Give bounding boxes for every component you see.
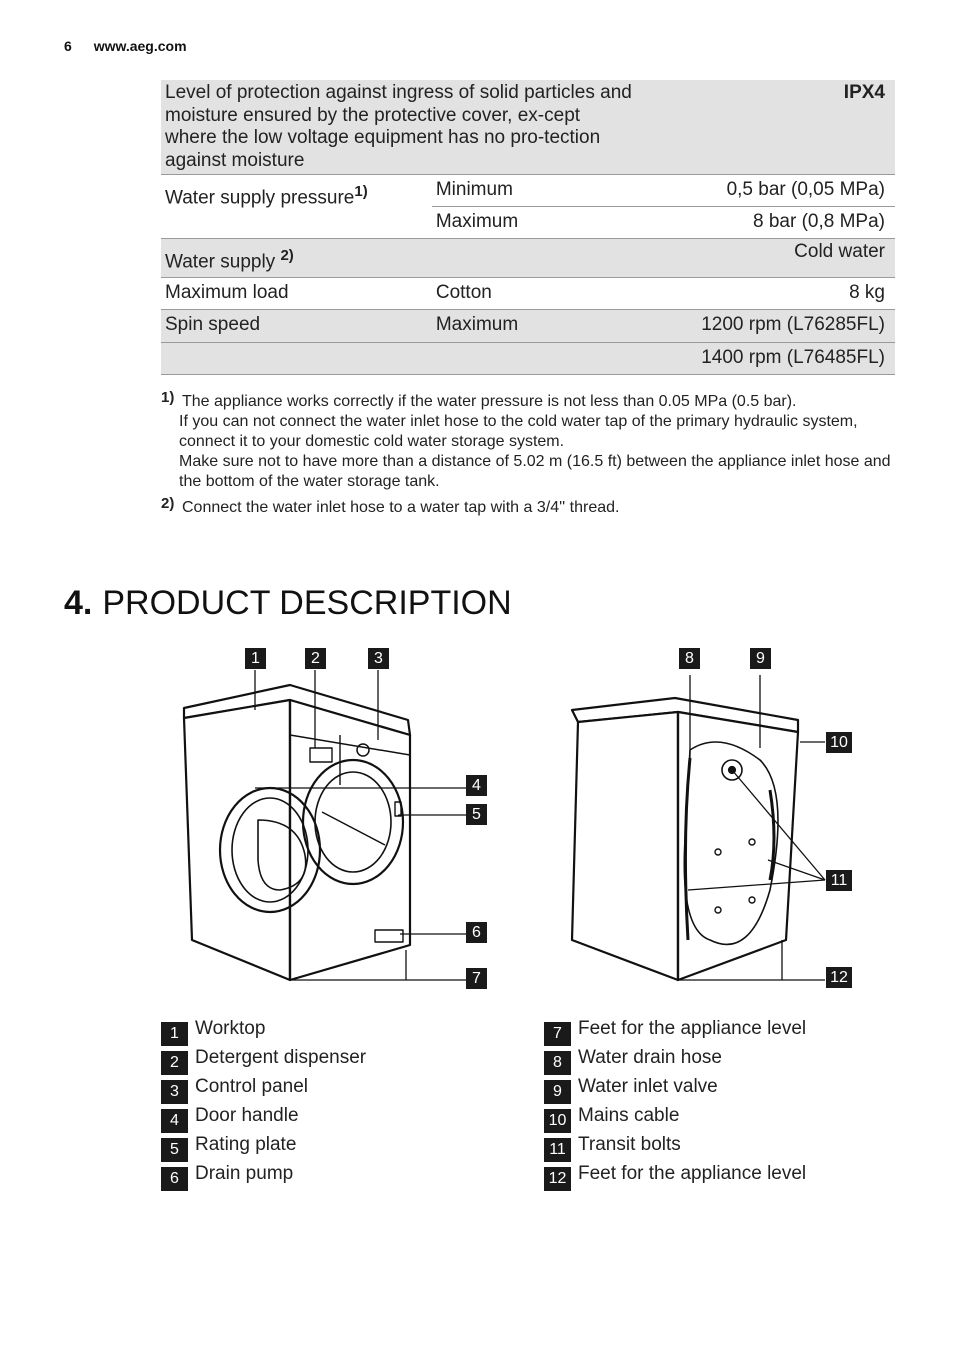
figure-tag: 7 [466,968,487,989]
section-title: PRODUCT DESCRIPTION [102,584,512,622]
legend-number: 5 [161,1138,188,1162]
figure-tag: 1 [245,648,266,669]
pressure-label: Water supply pressure [165,187,355,209]
figure-tag: 2 [305,648,326,669]
supply-label: Water supply [165,251,276,273]
legend-label: Water inlet valve [578,1076,718,1097]
footnote-number: 1) [161,389,175,406]
footnote-ref: 2) [280,247,294,264]
figure-tag: 3 [368,648,389,669]
section-heading [64,584,512,623]
legend-number: 8 [544,1051,571,1075]
footnote-ref: 1) [354,183,368,200]
load-value: 8 kg [635,277,895,310]
footnote-1 [161,389,899,492]
figure-tag: 8 [679,648,700,669]
legend-number: 1 [161,1022,188,1046]
legend-label: Worktop [195,1018,266,1039]
section-number: 4. [64,584,93,622]
spec-table [161,80,895,375]
supply-value: Cold water [635,239,895,278]
figure-tag: 12 [826,967,852,988]
legend-label: Drain pump [195,1163,294,1184]
legend-number: 4 [161,1109,188,1133]
legend-number: 12 [544,1167,571,1191]
protection-label: Level of protection against ingress of solid particles and moisture ensured by the protective cover, ex-cept where the low voltage equipment has no pro-tection against moisture [165,82,632,171]
rear-view-illustration [560,640,860,1000]
pressure-min-value: 0,5 bar (0,05 MPa) [635,175,895,207]
spin-label: Spin speed [161,310,432,343]
legend-label: Feet for the appliance level [578,1163,807,1184]
legend-label: Detergent dispenser [195,1047,367,1068]
legend-label: Rating plate [195,1134,297,1155]
figure-tag: 11 [826,870,852,891]
legend-number: 10 [544,1109,571,1133]
load-sub: Cotton [432,277,635,310]
figure-tag: 9 [750,648,771,669]
legend-number: 3 [161,1080,188,1104]
legend-label: Transit bolts [578,1134,681,1155]
page-number: 6 [64,38,72,54]
legend-label: Feet for the appliance level [578,1018,807,1039]
legend-label: Control panel [195,1076,309,1097]
table-row [161,239,895,278]
legend-number: 11 [544,1138,571,1162]
footnote-number: 2) [161,495,175,512]
pressure-min-label: Minimum [432,175,635,207]
footnote-line: Make sure not to have more than a distance of 5.02 m (16.5 ft) between the appliance inlet hose and the bottom of the water storage tank. [179,453,891,490]
table-row [161,277,895,310]
footnote-text: The appliance works correctly if the water pressure is not less than 0.05 MPa (0.5 bar). [182,393,797,410]
table-row [161,80,895,175]
protection-value: IPX4 [635,80,895,175]
footnote-line: If you can not connect the water inlet hose to the cold water tap of the primary hydraulic system, connect it to your domestic cold water storage system. [179,413,858,450]
legend-number: 6 [161,1167,188,1191]
spin-value-2: 1400 rpm (L76485FL) [635,342,895,375]
legend-number: 9 [544,1080,571,1104]
figure-tag: 6 [466,922,487,943]
figure-tag: 5 [466,804,487,825]
pressure-max-label: Maximum [432,206,635,239]
legend-number: 7 [544,1022,571,1046]
figure-tag: 10 [826,732,852,753]
front-view-illustration [170,640,500,1000]
table-row [161,175,895,207]
pressure-max-value: 8 bar (0,8 MPa) [635,206,895,239]
website-link[interactable]: www.aeg.com [93,38,187,54]
legend-label: Water drain hose [578,1047,722,1068]
spin-value-1: 1200 rpm (L76285FL) [635,310,895,343]
figure-tag: 4 [466,775,487,796]
spin-sub: Maximum [432,310,635,343]
table-row [161,310,895,343]
footnote-text: Connect the water inlet hose to a water tap with a 3/4'' thread. [182,499,620,516]
legend-number: 2 [161,1051,188,1075]
legend-label: Mains cable [578,1105,680,1126]
page-header [64,38,187,54]
footnote-2 [161,495,902,518]
table-row [161,342,895,375]
load-label: Maximum load [161,277,432,310]
legend-label: Door handle [195,1105,299,1126]
